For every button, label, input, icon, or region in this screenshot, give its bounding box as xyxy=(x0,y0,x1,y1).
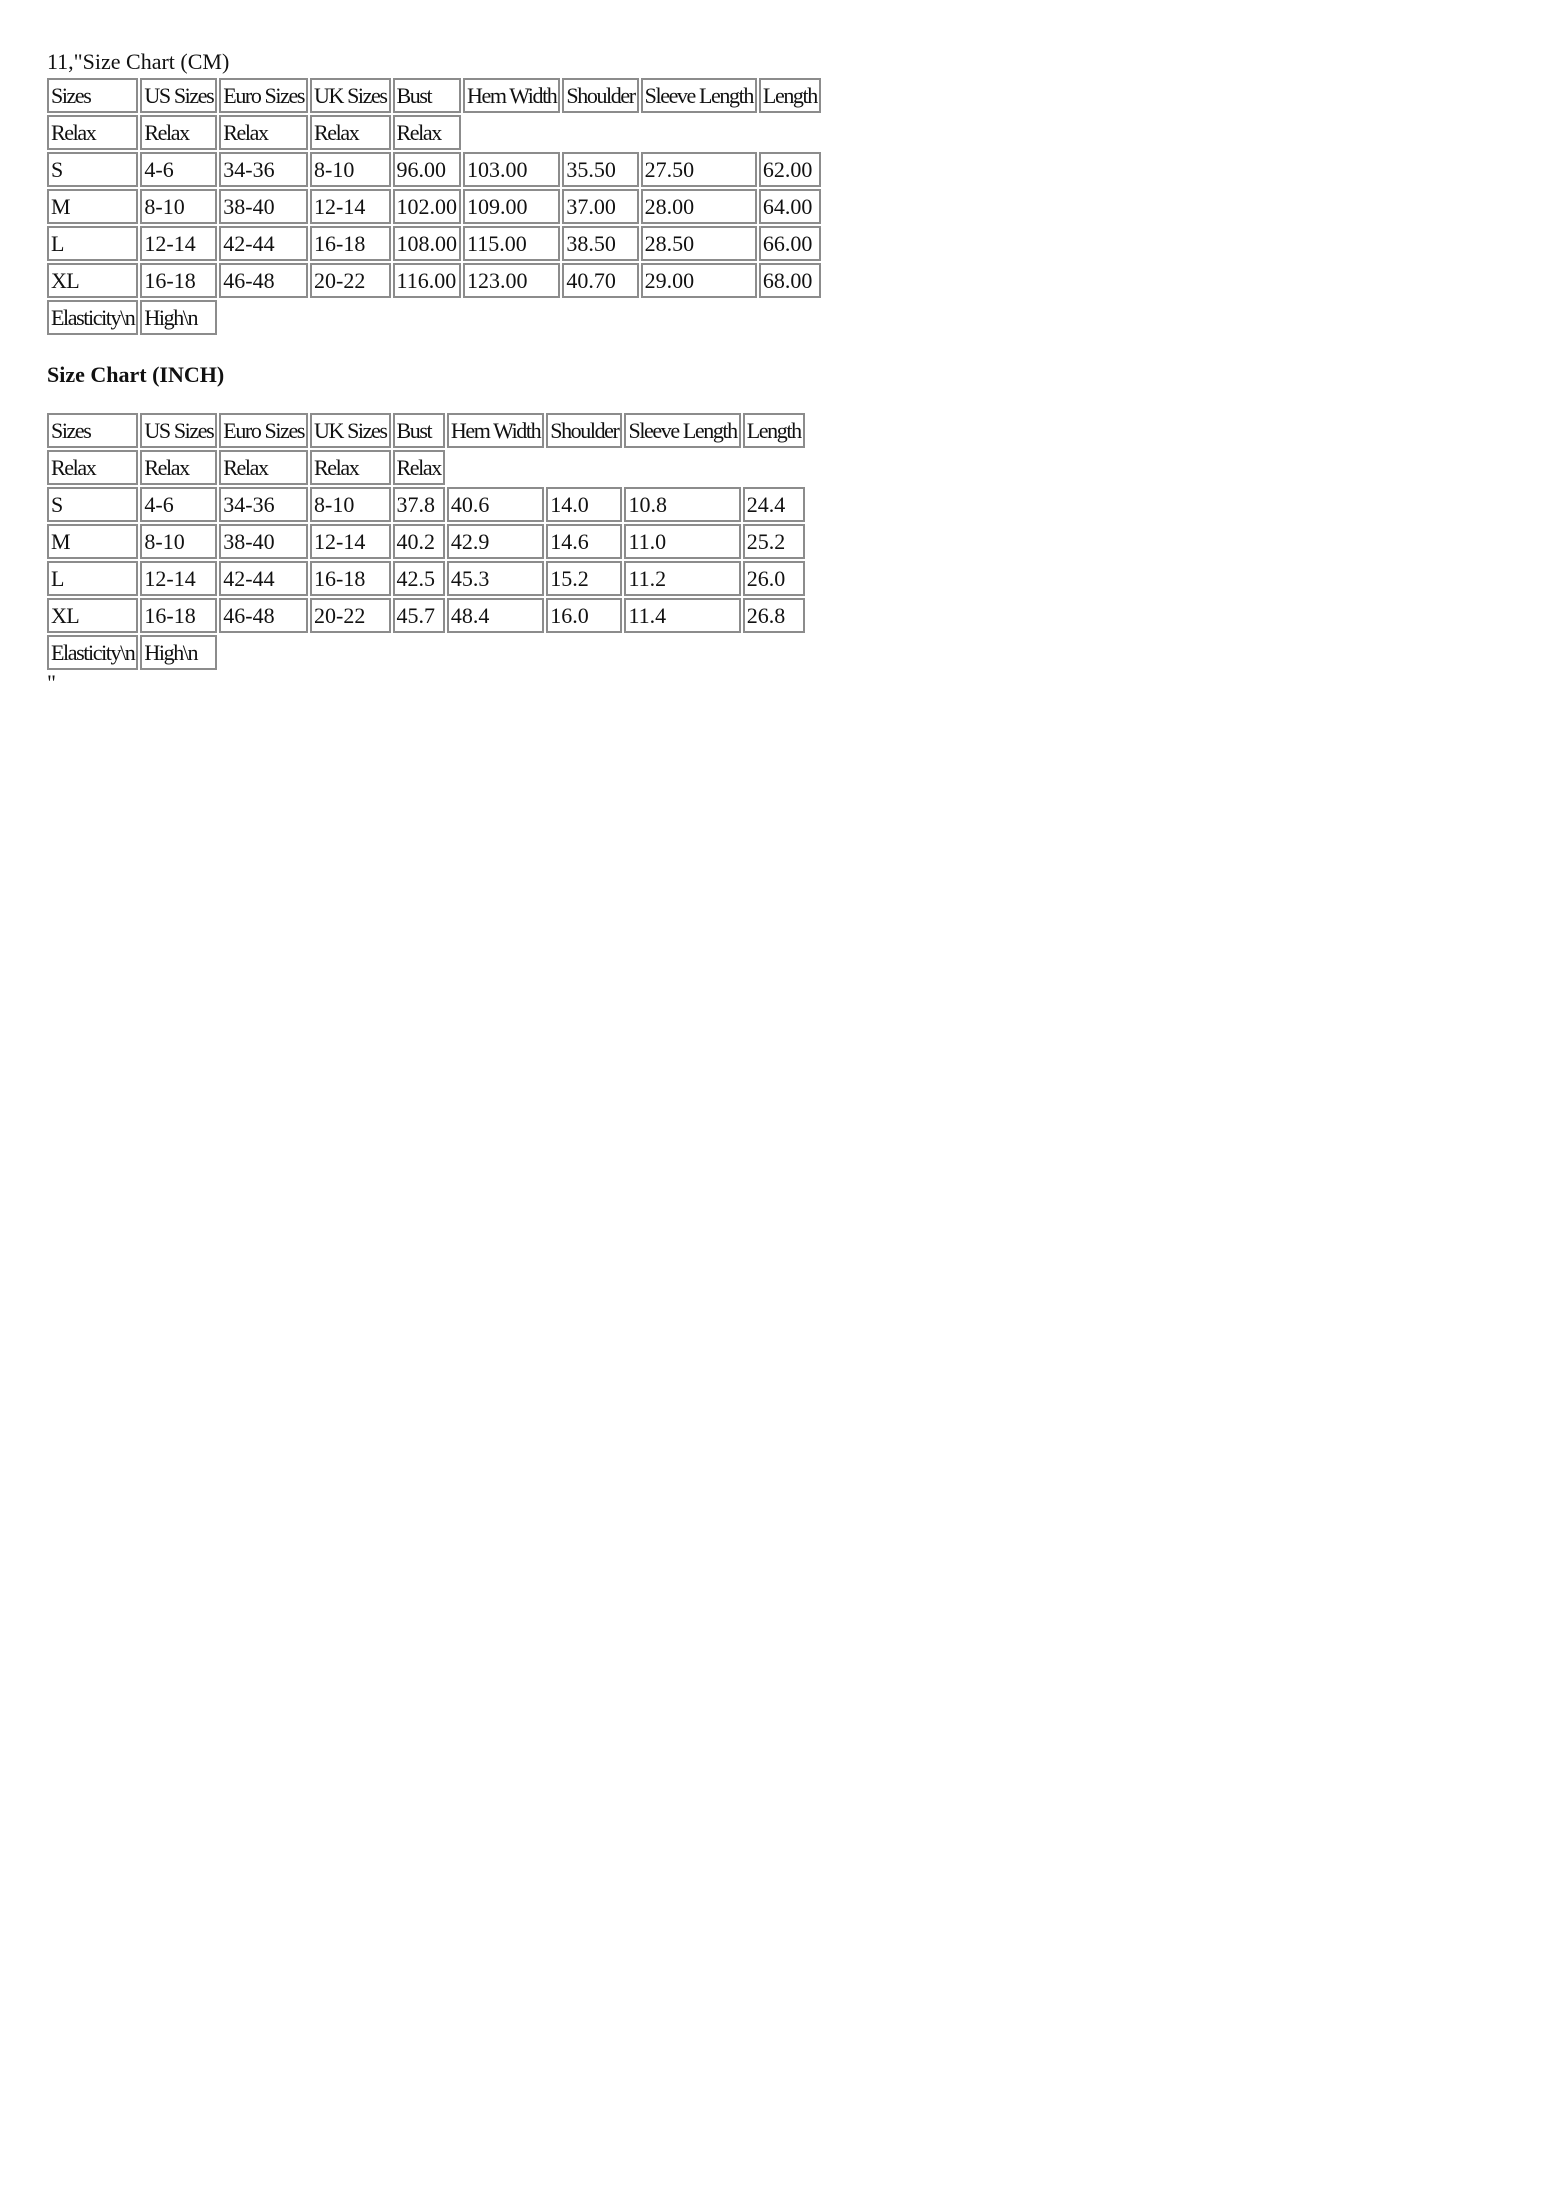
table-cell: 4-6 xyxy=(140,487,217,522)
table-cell: 116.00 xyxy=(393,263,462,298)
table-cell: 40.6 xyxy=(447,487,544,522)
table-cell: 24.4 xyxy=(743,487,805,522)
relax-cell: Relax xyxy=(140,450,217,485)
table-cell: 12-14 xyxy=(310,189,391,224)
size-chart-cm-table xyxy=(45,76,823,337)
header-cell: Euro Sizes xyxy=(219,78,308,113)
table-row xyxy=(47,561,805,596)
table-row xyxy=(47,226,821,261)
table-cell: M xyxy=(47,189,138,224)
table-cell: 11.2 xyxy=(624,561,740,596)
relax-cell: Relax xyxy=(393,115,462,150)
table-cell: 25.2 xyxy=(743,524,805,559)
table-cell: 45.7 xyxy=(393,598,445,633)
header-cell: Length xyxy=(759,78,821,113)
table-cell: 16-18 xyxy=(140,263,217,298)
table-cell: L xyxy=(47,226,138,261)
table-cell: 8-10 xyxy=(310,152,391,187)
relax-cell: Relax xyxy=(219,115,308,150)
header-cell: Sizes xyxy=(47,413,138,448)
table-cell: 26.0 xyxy=(743,561,805,596)
elasticity-cell: Elasticity\n xyxy=(47,635,138,670)
table-cell: 11.4 xyxy=(624,598,740,633)
relax-cell: Relax xyxy=(47,450,138,485)
table-cell: 42-44 xyxy=(219,226,308,261)
table-cell: 8-10 xyxy=(140,524,217,559)
table-cell: 12-14 xyxy=(310,524,391,559)
relax-row xyxy=(47,450,805,485)
table-cell: 40.70 xyxy=(562,263,638,298)
empty-cell xyxy=(219,635,804,670)
table-row xyxy=(47,598,805,633)
relax-cell: Relax xyxy=(219,450,308,485)
table-cell: 64.00 xyxy=(759,189,821,224)
table-cell: 16.0 xyxy=(546,598,622,633)
table-cell: 68.00 xyxy=(759,263,821,298)
table-cell: S xyxy=(47,487,138,522)
trailing-quote: " xyxy=(47,670,56,695)
table-row xyxy=(47,487,805,522)
size-chart-inch-table xyxy=(45,411,807,672)
elasticity-row xyxy=(47,635,805,670)
table-cell: 40.2 xyxy=(393,524,445,559)
table-cell: XL xyxy=(47,263,138,298)
relax-cell: Relax xyxy=(140,115,217,150)
table-cell: 11.0 xyxy=(624,524,740,559)
table-cell: 38-40 xyxy=(219,189,308,224)
empty-cell xyxy=(447,450,805,485)
table-cell: 42.9 xyxy=(447,524,544,559)
size-chart-inch-heading: Size Chart (INCH) xyxy=(47,362,225,387)
table-cell: 34-36 xyxy=(219,152,308,187)
document-body xyxy=(47,48,823,695)
header-cell: Length xyxy=(743,413,805,448)
table-cell: 29.00 xyxy=(641,263,757,298)
table-cell: L xyxy=(47,561,138,596)
header-cell: Sleeve Length xyxy=(624,413,740,448)
header-cell: US Sizes xyxy=(140,413,217,448)
relax-cell: Relax xyxy=(310,115,391,150)
header-cell: Sizes xyxy=(47,78,138,113)
table-cell: 38-40 xyxy=(219,524,308,559)
table-cell: 20-22 xyxy=(310,263,391,298)
table-cell: 102.00 xyxy=(393,189,462,224)
table-cell: 10.8 xyxy=(624,487,740,522)
table-row xyxy=(47,263,821,298)
table-cell: 34-36 xyxy=(219,487,308,522)
table-row xyxy=(47,524,805,559)
table-cell: 14.6 xyxy=(546,524,622,559)
table-cell: 42.5 xyxy=(393,561,445,596)
relax-cell: Relax xyxy=(393,450,445,485)
table-cell: 103.00 xyxy=(463,152,560,187)
table-cell: 28.00 xyxy=(641,189,757,224)
header-cell: Shoulder xyxy=(546,413,622,448)
table-cell: 66.00 xyxy=(759,226,821,261)
table-cell: 14.0 xyxy=(546,487,622,522)
table-cell: 20-22 xyxy=(310,598,391,633)
table-cell: 8-10 xyxy=(310,487,391,522)
table-cell: 12-14 xyxy=(140,561,217,596)
elasticity-row xyxy=(47,300,821,335)
table-cell: 15.2 xyxy=(546,561,622,596)
table-cell: 123.00 xyxy=(463,263,560,298)
elasticity-cell: High\n xyxy=(140,635,217,670)
relax-row xyxy=(47,115,821,150)
table-cell: XL xyxy=(47,598,138,633)
table-cell: 109.00 xyxy=(463,189,560,224)
table-cell: 27.50 xyxy=(641,152,757,187)
header-cell: US Sizes xyxy=(140,78,217,113)
header-cell: Hem Width xyxy=(447,413,544,448)
header-cell: UK Sizes xyxy=(310,413,391,448)
table-cell: 96.00 xyxy=(393,152,462,187)
header-cell: Shoulder xyxy=(562,78,638,113)
empty-cell xyxy=(219,300,821,335)
relax-cell: Relax xyxy=(47,115,138,150)
header-cell: Sleeve Length xyxy=(641,78,757,113)
elasticity-cell: High\n xyxy=(140,300,217,335)
header-cell: Hem Width xyxy=(463,78,560,113)
table-cell: 108.00 xyxy=(393,226,462,261)
table-cell: 16-18 xyxy=(310,561,391,596)
table-cell: 26.8 xyxy=(743,598,805,633)
table-cell: 12-14 xyxy=(140,226,217,261)
table-cell: 42-44 xyxy=(219,561,308,596)
table-cell: 8-10 xyxy=(140,189,217,224)
table-cell: 45.3 xyxy=(447,561,544,596)
table-row xyxy=(47,152,821,187)
header-row xyxy=(47,78,821,113)
table-cell: 38.50 xyxy=(562,226,638,261)
header-cell: Bust xyxy=(393,413,445,448)
table-cell: 115.00 xyxy=(463,226,560,261)
table-cell: 37.8 xyxy=(393,487,445,522)
table-cell: 28.50 xyxy=(641,226,757,261)
header-cell: Bust xyxy=(393,78,462,113)
elasticity-cell: Elasticity\n xyxy=(47,300,138,335)
table-cell: 35.50 xyxy=(562,152,638,187)
header-cell: Euro Sizes xyxy=(219,413,308,448)
table-cell: 46-48 xyxy=(219,598,308,633)
size-chart-cm-heading: 11,"Size Chart (CM) xyxy=(47,49,230,74)
table-cell: M xyxy=(47,524,138,559)
table-cell: 46-48 xyxy=(219,263,308,298)
relax-cell: Relax xyxy=(310,450,391,485)
header-cell: UK Sizes xyxy=(310,78,391,113)
header-row xyxy=(47,413,805,448)
table-row xyxy=(47,189,821,224)
table-cell: 4-6 xyxy=(140,152,217,187)
table-cell: 16-18 xyxy=(140,598,217,633)
table-cell: 62.00 xyxy=(759,152,821,187)
table-cell: S xyxy=(47,152,138,187)
table-cell: 37.00 xyxy=(562,189,638,224)
table-cell: 16-18 xyxy=(310,226,391,261)
empty-cell xyxy=(463,115,821,150)
table-cell: 48.4 xyxy=(447,598,544,633)
